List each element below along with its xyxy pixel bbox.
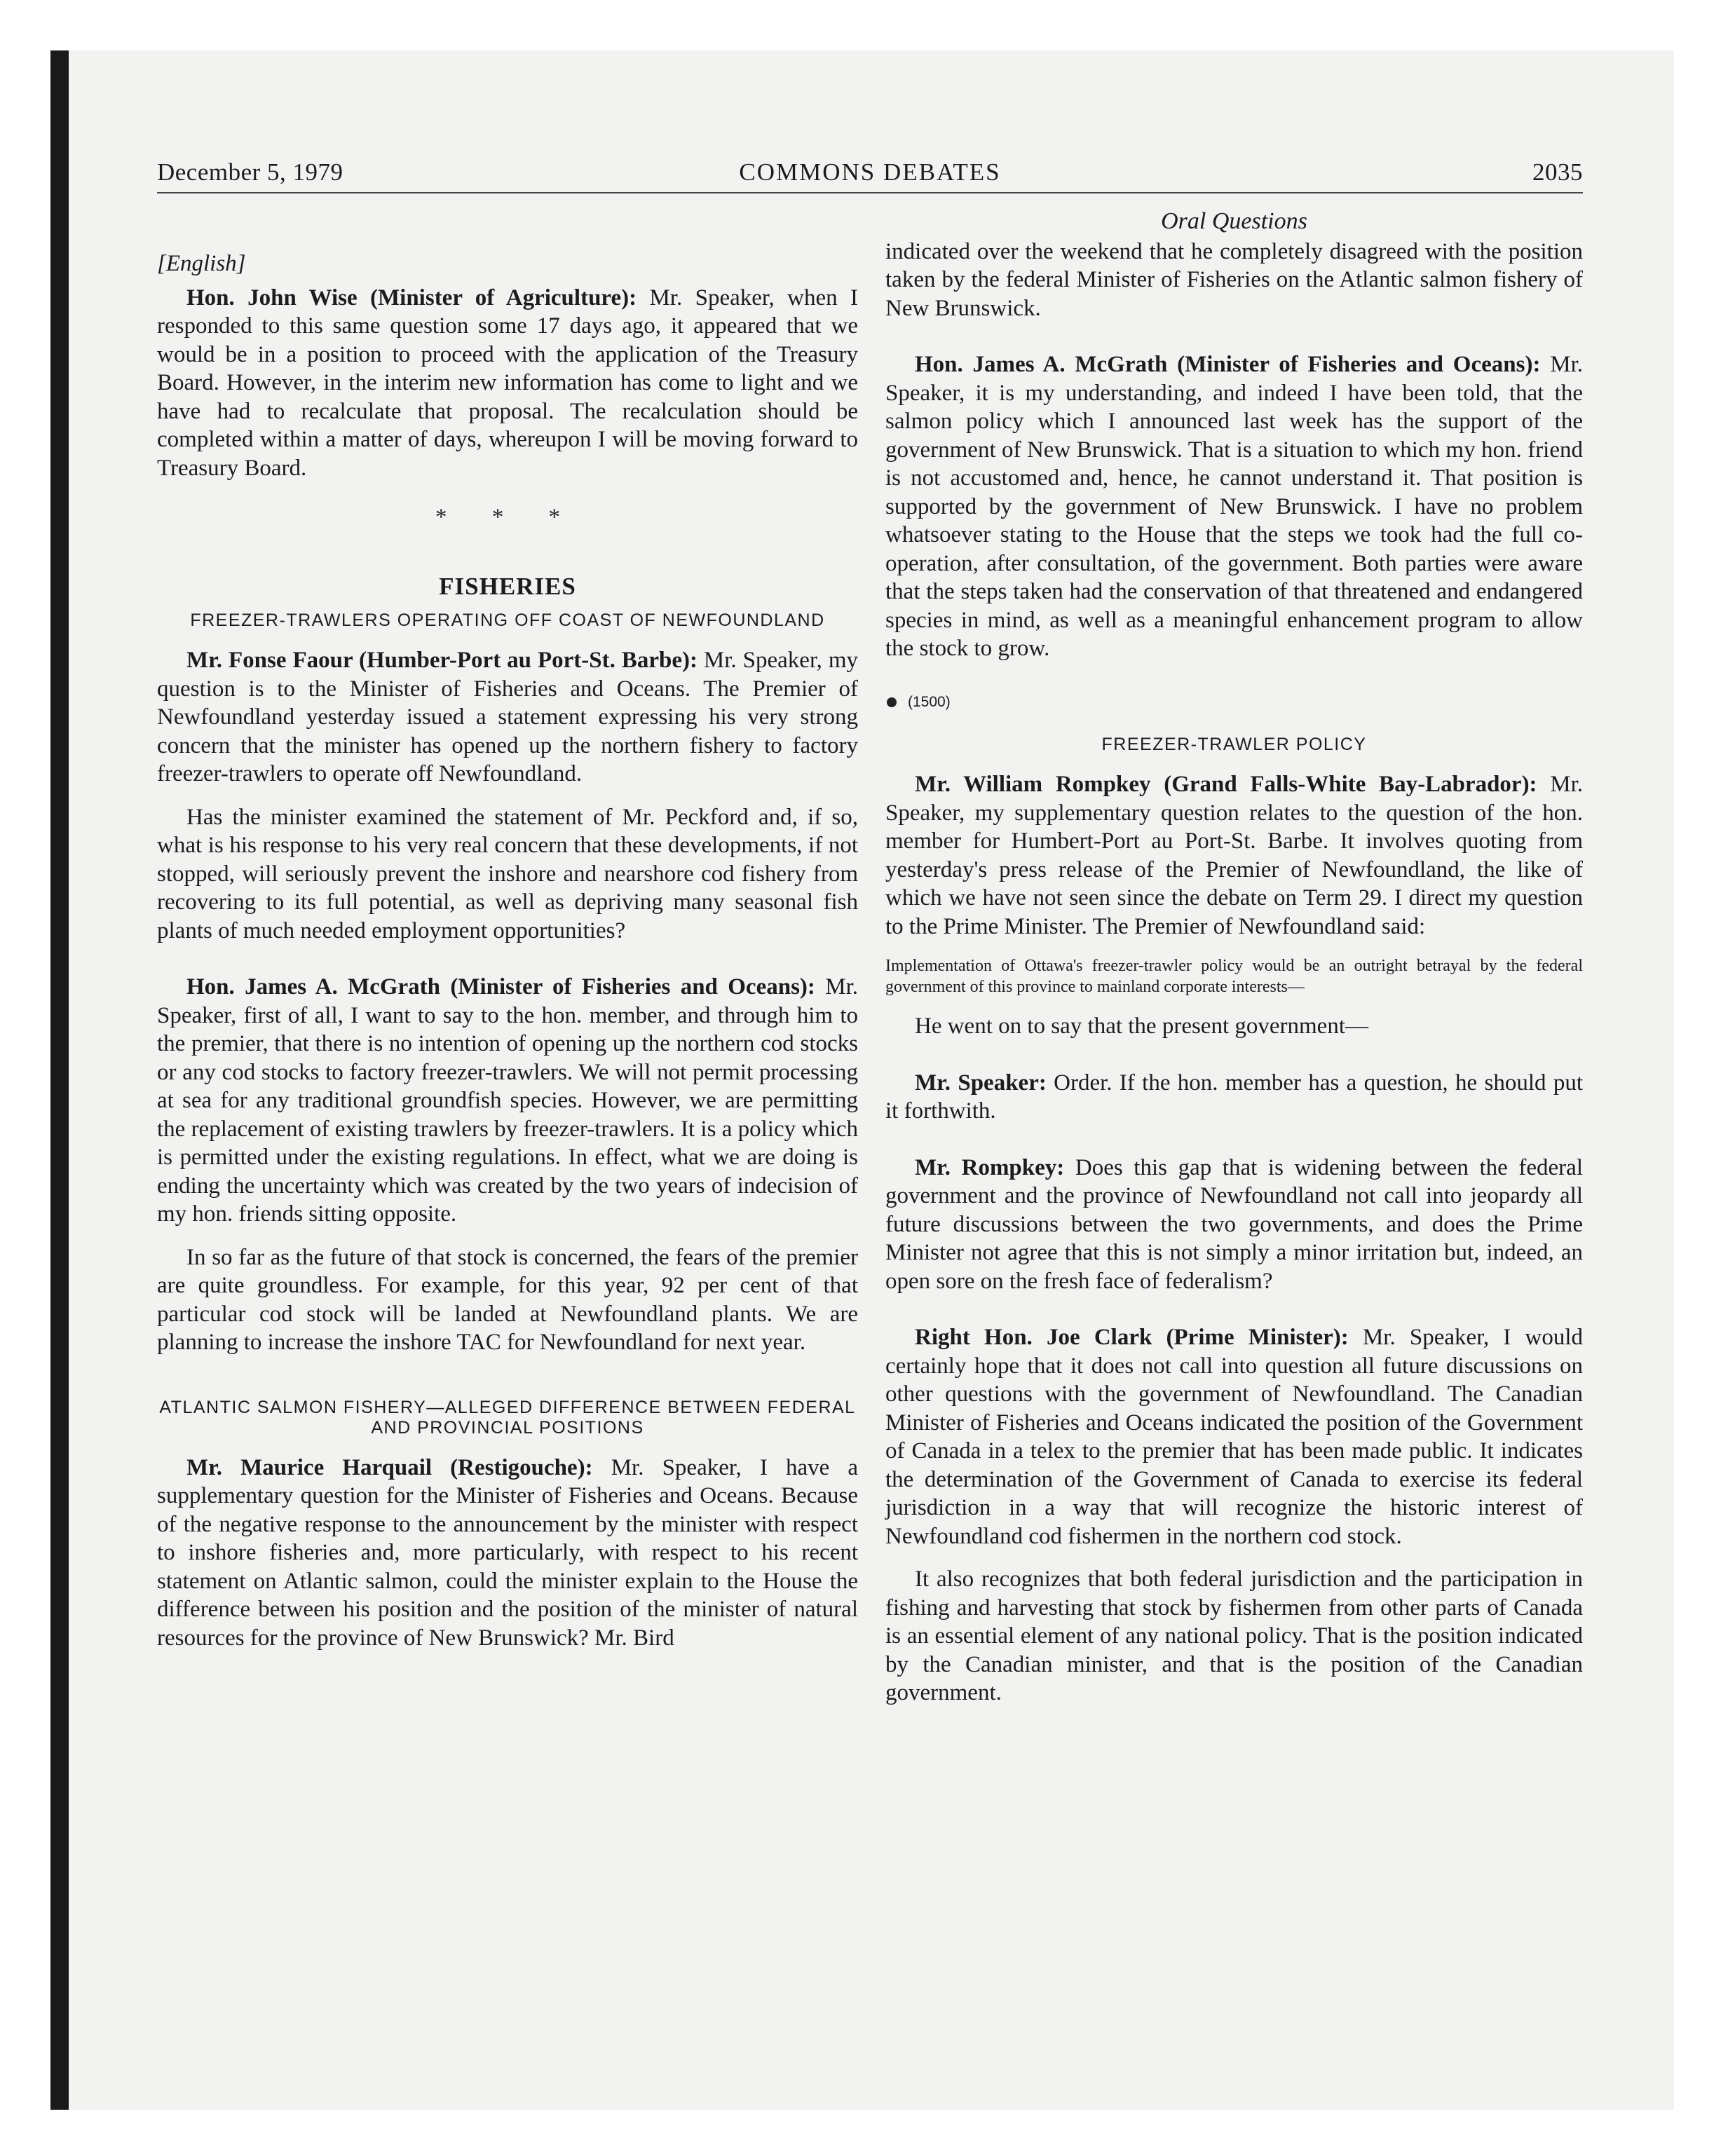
right-column xyxy=(885,207,1583,1722)
scan-binding-edge xyxy=(50,50,69,2110)
subheading-atlantic-salmon: ATLANTIC SALMON FISHERY—ALLEGED DIFFERENCE BETWEEN FEDERAL AND PROVINCIAL POSITIONS xyxy=(159,1397,856,1438)
statement-text: Mr. Speaker, first of all, I want to say to the hon. member, and through him to the premier, that there is no intention of opening up the northern cod stocks or any cod stocks to factory freezer-trawlers. We will not permit processing at sea for any traditional groundfish species. However, we are permitting the replacement of existing trawlers by freezer-trawlers. It is a policy which is permitted under the existing regulations. In effect, what we are doing is ending the uncertainty which was created by the two years of indecision of my hon. friends sitting opposite. xyxy=(157,974,858,1227)
time-marker-text: (1500) xyxy=(908,693,951,710)
rompkey-continued: He went on to say that the present government— xyxy=(915,1014,1368,1039)
section-separator: * * * xyxy=(435,505,580,530)
statement-text: Mr. Speaker, I have a supplementary question for the Minister of Fisheries and Oceans. Because of the negative response to the announcement by the minister with respect to inshore fisheries and, more particularly, with respect to his recent statement on Atlantic salmon, could the minister explain to the House the difference between his position and the position of the minister of natural resources for the province of New Brunswick? Mr. Bird xyxy=(157,1454,858,1651)
mcgrath-answer xyxy=(157,973,858,1229)
statement-text: Order. If the hon. member has a question, he should put it forthwith. xyxy=(885,1070,1583,1124)
language-tag: [English] xyxy=(157,251,246,276)
subheading-freezer-trawler-policy: FREEZER-TRAWLER POLICY xyxy=(1101,735,1367,754)
speaker-name: Mr. William Rompkey (Grand Falls-White Bay-Labrador): xyxy=(915,772,1537,797)
speaker-name: Mr. Fonse Faour (Humber-Port au Port-St. Barbe): xyxy=(186,648,698,673)
statement-text: Does this gap that is widening between the federal government and the province of Newfoundland not call into jeopardy all future discussions between the two governments, and does the Prime Minister not agree that this is not simply a minor irritation but, indeed, an open sore on the fresh face of federalism? xyxy=(885,1154,1583,1294)
statement-text: Mr. Speaker, I would certainly hope that it does not call into question all future discussions on other questions with the government of Newfoundland. The Canadian Minister of Fisheries and Oceans indicated the position of the Government of Canada in a telex to the premier that has been made public. It indicates the determination of the Government of Canada to exercise its federal jurisdiction in a way that will recognize the historic interest of Newfoundland cod fishermen in the northern cod stock. xyxy=(885,1325,1583,1549)
rompkey-followup xyxy=(885,1154,1583,1296)
header-page-number: 2035 xyxy=(1532,158,1583,186)
mcgrath-answer-continued: In so far as the future of that stock is concerned, the fears of the premier are quite groundless. For example, for this year, 92 per cent of that particular cod stock will be landed at Newfoundland plants. We are planning to increase the inshore TAC for Newfoundland for next year. xyxy=(157,1244,858,1355)
speaker-name: Hon. John Wise (Minister of Agriculture): xyxy=(186,285,637,311)
page-header xyxy=(157,158,1583,193)
faour-question-continued: Has the minister examined the statement of Mr. Peckford and, if so, what is his response to his very real concern that these developments, if not stopped, will seriously prevent the inshore and nearshore cod fishery from recovering to its full potential, as well as depriving many seasonal fish plants of much needed employment opportunities? xyxy=(157,804,858,943)
time-marker xyxy=(885,688,1583,717)
speaker-name: Hon. James A. McGrath (Minister of Fisheries and Oceans): xyxy=(186,974,815,999)
section-title: FISHERIES xyxy=(439,572,576,600)
block-quote: Implementation of Ottawa's freezer-trawler policy would be an outright betrayal by the federal government of this province to mainland corporate interests— xyxy=(885,957,1583,996)
speaker-name: Mr. Maurice Harquail (Restigouche): xyxy=(186,1454,593,1480)
harquail-question xyxy=(157,1454,858,1653)
speaker-intervention xyxy=(885,1069,1583,1126)
speaker-name: Mr. Speaker: xyxy=(915,1070,1047,1096)
left-column xyxy=(157,207,858,1667)
wise-statement xyxy=(157,284,858,483)
subheading-freezer-trawlers: FREEZER-TRAWLERS OPERATING OFF COAST OF NEWFOUNDLAND xyxy=(190,610,825,630)
clark-answer-continued: It also recognizes that both federal jurisdiction and the participation in fishing and harvesting that stock by fishermen from other parts of Canada is an essential element of any national policy. That is the position indicated by the Canadian minister, and that is the position of the Canadian government. xyxy=(885,1567,1583,1705)
speaker-name: Right Hon. Joe Clark (Prime Minister): xyxy=(915,1325,1349,1350)
header-date: December 5, 1979 xyxy=(157,158,343,186)
header-publication: COMMONS DEBATES xyxy=(739,158,1001,186)
mcgrath-salmon-answer xyxy=(885,350,1583,663)
speaker-name: Hon. James A. McGrath (Minister of Fisheries and Oceans): xyxy=(915,352,1541,377)
statement-text: Mr. Speaker, it is my understanding, and indeed I have been told, that the salmon policy which I announced last week has the support of the government of New Brunswick. That is a situation to which my hon. friend is not accustomed and, hence, he cannot understand it. That position is supported by the government of New Brunswick. I have no problem whatsoever stating to the House that the steps we took had the full co-operation, after consultation, of the government. Both parties were aware that the steps taken had the conservation of that threatened and endangered species in mind, as well as a meaningful enhancement program to allow the stock to grow. xyxy=(885,352,1584,661)
statement-text: Mr. Speaker, my supplementary question relates to the question of the hon. member for Humbert-Port au Port-St. Barbe. It involves quoting from yesterday's press release of the Premier of Newfoundland, the like of which we have not seen since the debate on Term 29. I direct my question to the Prime Minister. The Premier of Newfoundland said: xyxy=(885,772,1583,939)
clark-answer xyxy=(885,1323,1583,1550)
running-head: Oral Questions xyxy=(1161,208,1307,234)
speaker-name: Mr. Rompkey: xyxy=(915,1154,1065,1180)
statement-text: Mr. Speaker, my question is to the Minister of Fisheries and Oceans. The Premier of Newfoundland yesterday issued a statement expressing his very strong concern that the minister has opened up the northern fishery to factory freezer-trawlers to operate off Newfoundland. xyxy=(157,648,858,786)
rompkey-question xyxy=(885,770,1583,941)
statement-text: Mr. Speaker, when I responded to this same question some 17 days ago, it appeared that we would be in a position to proceed with the application of the Treasury Board. However, in the interim new information has come to light and we have had to recalculate that proposal. The recalculation should be completed within a matter of days, whereupon I will be moving forward to Treasury Board. xyxy=(157,285,858,481)
bullet-icon xyxy=(887,697,897,707)
harquail-continuation: indicated over the weekend that he completely disagreed with the position taken by the federal Minister of Fisheries on the Atlantic salmon fishery of New Brunswick. xyxy=(885,238,1583,321)
faour-question xyxy=(157,646,858,789)
